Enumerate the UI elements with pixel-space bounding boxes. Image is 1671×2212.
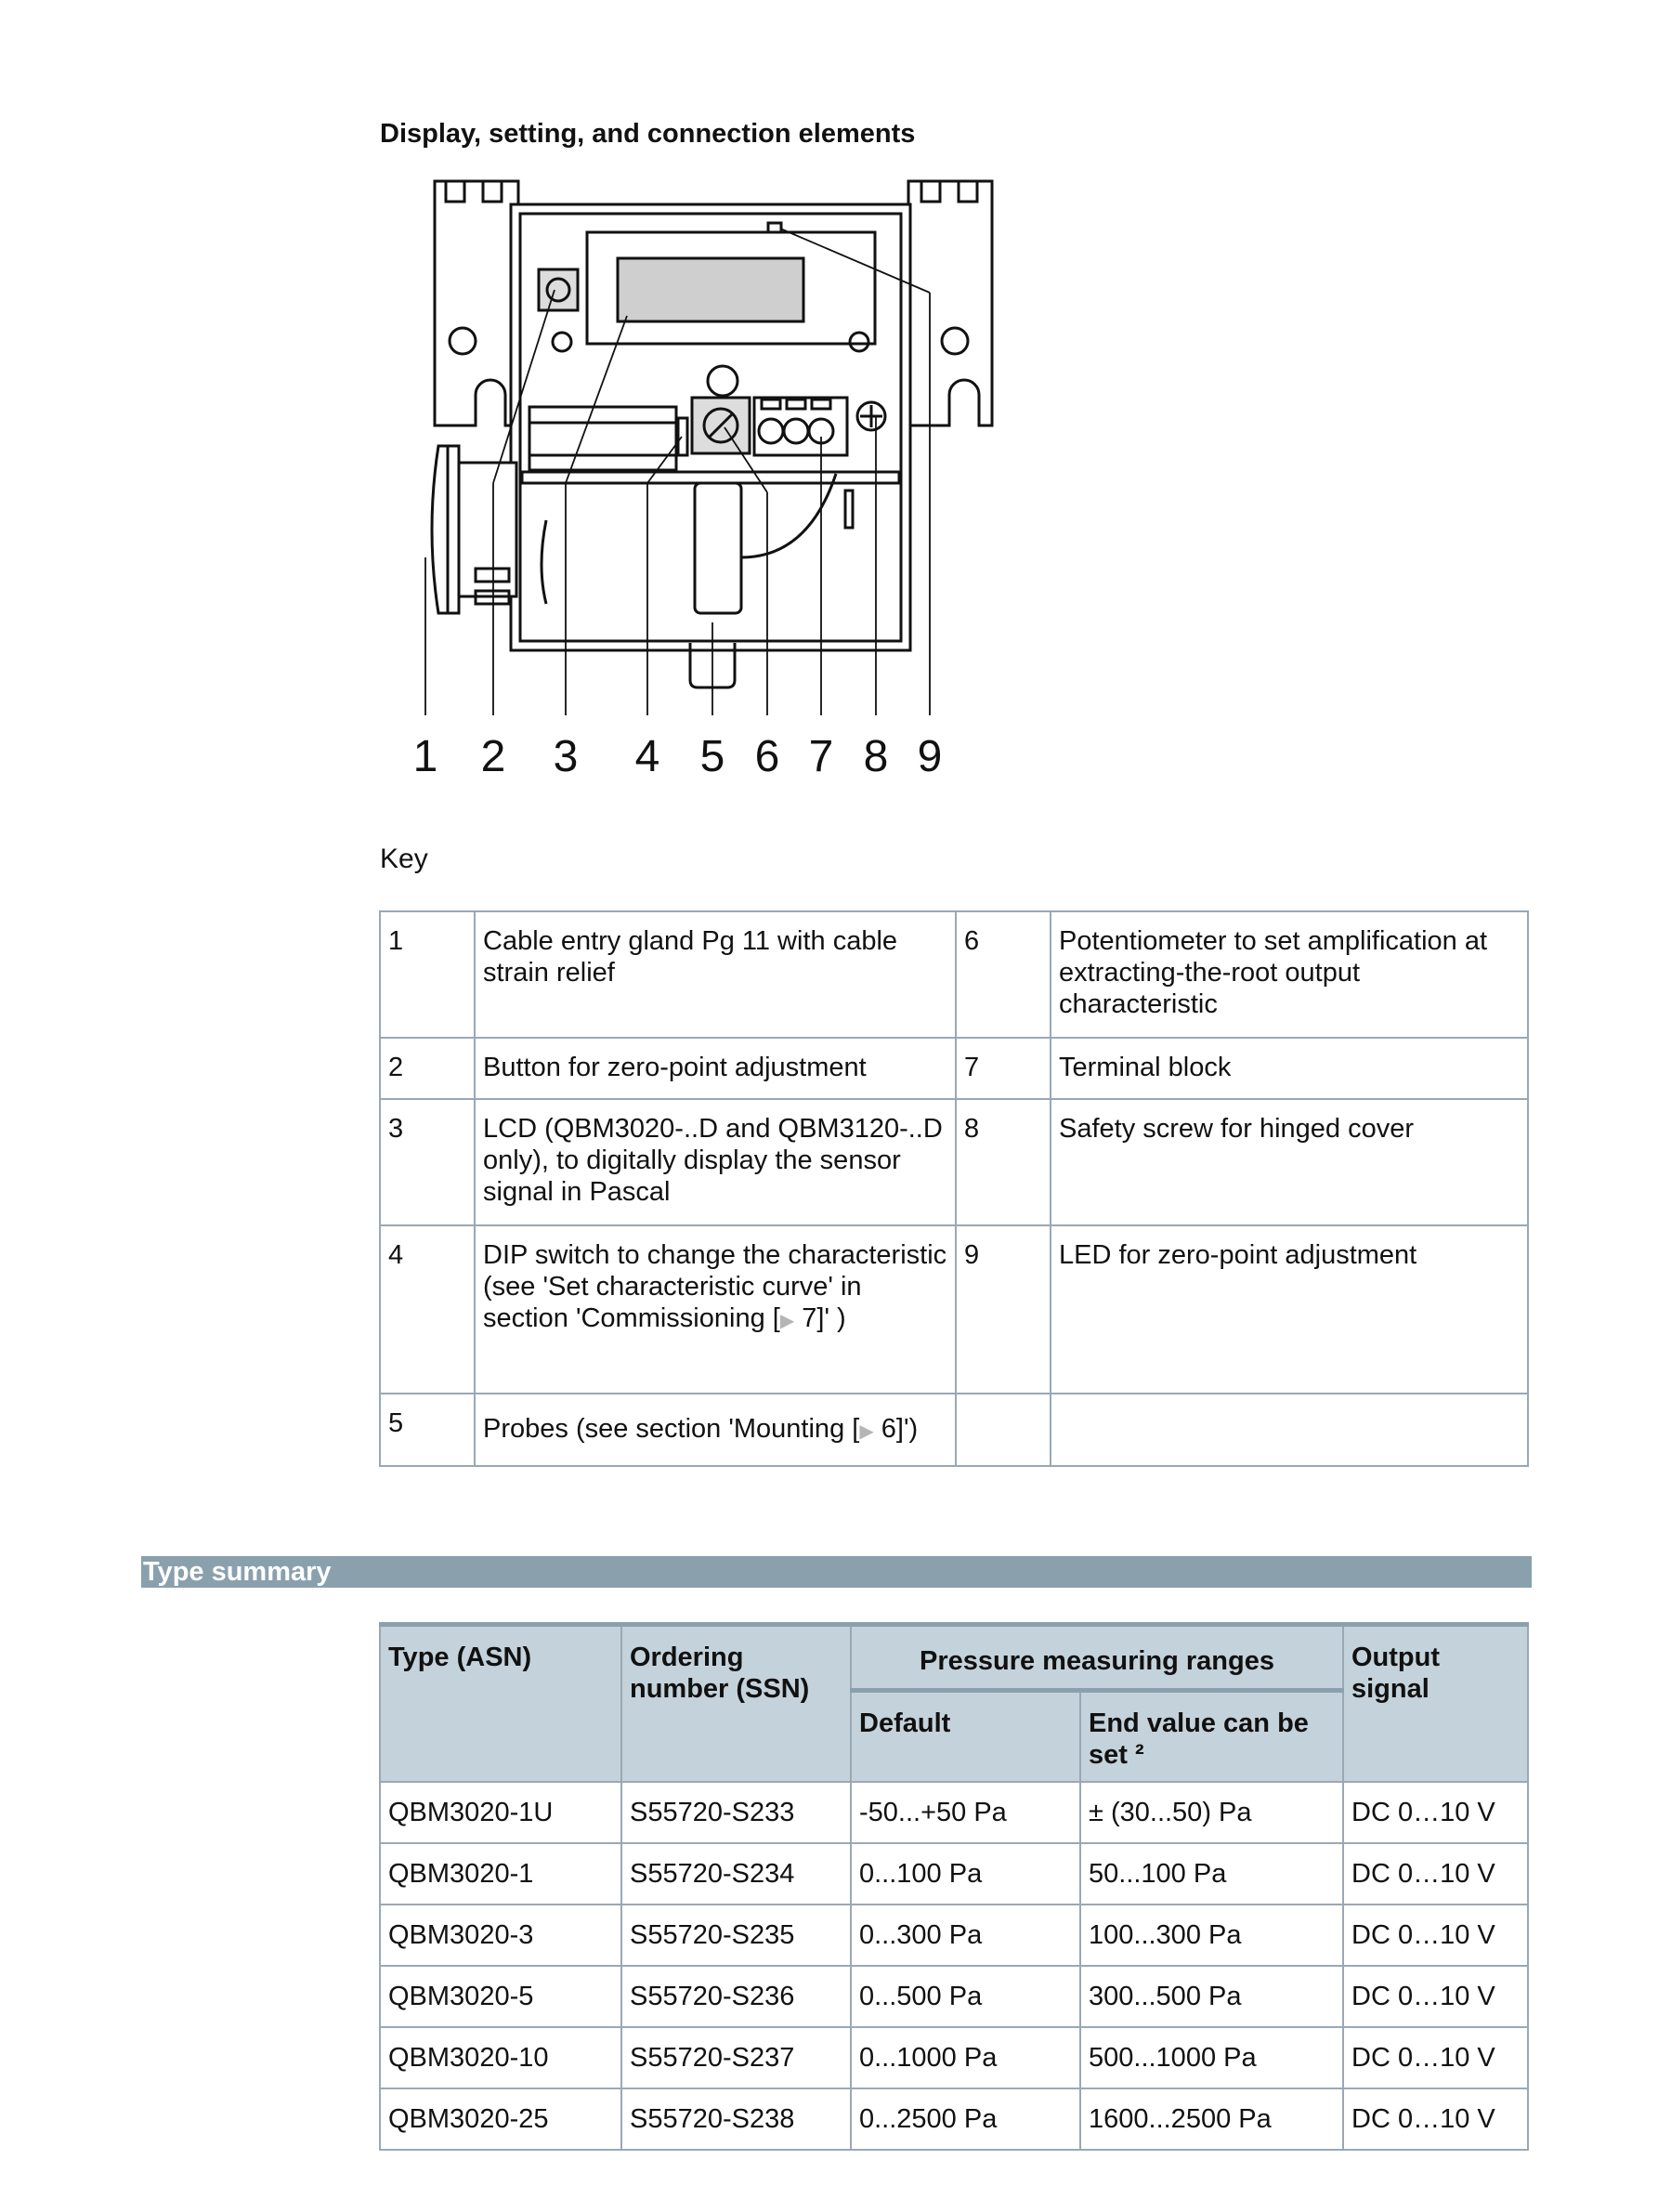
cell-default: 0...1000 Pa <box>851 2027 1080 2088</box>
cell-end-value: ± (30...50) Pa <box>1080 1782 1343 1843</box>
cell-type: QBM3020-1U <box>380 1782 621 1843</box>
callout-4: 4 <box>634 732 660 781</box>
key-description: Cable entry gland Pg 11 with cable strain relief <box>475 911 956 1038</box>
key-number: 5 <box>380 1394 475 1466</box>
key-label: Key <box>380 844 428 874</box>
cell-output: DC 0…10 V <box>1343 1966 1528 2027</box>
cell-end-value: 300...500 Pa <box>1080 1966 1343 2027</box>
cell-type: QBM3020-5 <box>380 1966 621 2027</box>
key-number <box>956 1394 1051 1466</box>
cell-ordering: S55720-S237 <box>621 2027 851 2088</box>
table-row <box>380 911 1528 1038</box>
cell-type: QBM3020-25 <box>380 2088 621 2150</box>
callout-8: 8 <box>863 732 889 781</box>
cell-output: DC 0…10 V <box>1343 1843 1528 1904</box>
cell-end-value: 100...300 Pa <box>1080 1904 1343 1966</box>
cell-default: 0...2500 Pa <box>851 2088 1080 2150</box>
cable-gland <box>432 446 459 613</box>
header-ordering-number: Ordering number (SSN) <box>621 1625 851 1782</box>
left-bracket-hole <box>450 328 476 354</box>
table-row <box>380 1394 1528 1466</box>
right-bracket-tab <box>959 181 977 202</box>
table-row <box>380 1843 1528 1904</box>
cell-default: 0...100 Pa <box>851 1843 1080 1904</box>
header-pressure-ranges: Pressure measuring ranges <box>851 1625 1343 1691</box>
key-number: 2 <box>380 1038 475 1099</box>
cell-ordering: S55720-S238 <box>621 2088 851 2150</box>
callout-5: 5 <box>699 732 725 781</box>
table-row <box>380 1782 1528 1843</box>
key-description: Probes (see section 'Mounting [▶ 6]') <box>475 1394 956 1466</box>
header-end-value: End value can be set ² <box>1080 1691 1343 1782</box>
key-number: 6 <box>956 911 1051 1038</box>
key-description <box>1051 1394 1528 1466</box>
table-row <box>380 1904 1528 1966</box>
callout-6: 6 <box>754 732 780 781</box>
cell-end-value: 50...100 Pa <box>1080 1843 1343 1904</box>
cell-ordering: S55720-S235 <box>621 1904 851 1966</box>
left-bracket-tab <box>446 181 464 202</box>
header-type: Type (ASN) <box>380 1625 621 1782</box>
key-number: 1 <box>380 911 475 1038</box>
type-summary-table <box>379 1622 1529 2151</box>
lcd-screen <box>618 258 803 321</box>
cell-default: 0...300 Pa <box>851 1904 1080 1966</box>
key-number: 7 <box>956 1038 1051 1099</box>
key-description: Terminal block <box>1051 1038 1528 1099</box>
key-number: 4 <box>380 1225 475 1394</box>
cell-ordering: S55720-S236 <box>621 1966 851 2027</box>
table-row <box>380 1966 1528 2027</box>
header-output-signal: Output signal <box>1343 1625 1528 1782</box>
left-bracket-tab <box>483 181 502 202</box>
device-diagram <box>372 167 1003 818</box>
cell-default: 0...500 Pa <box>851 1966 1080 2027</box>
header-default: Default <box>851 1691 1080 1782</box>
table-row <box>380 2027 1528 2088</box>
section-heading: Display, setting, and connection elements <box>380 119 916 149</box>
key-number: 9 <box>956 1225 1051 1394</box>
key-number: 3 <box>380 1099 475 1225</box>
section-title-bar: Type summary <box>141 1556 1532 1588</box>
cell-end-value: 1600...2500 Pa <box>1080 2088 1343 2150</box>
right-bracket-hole <box>942 328 968 354</box>
link-arrow-icon: ▶ <box>779 1311 795 1331</box>
callout-2: 2 <box>480 732 506 781</box>
key-description: LED for zero-point adjustment <box>1051 1225 1528 1394</box>
table-row <box>380 2088 1528 2150</box>
cell-type: QBM3020-10 <box>380 2027 621 2088</box>
callout-7: 7 <box>808 732 834 781</box>
cell-end-value: 500...1000 Pa <box>1080 2027 1343 2088</box>
key-description: Potentiometer to set amplification at extracting-the-root output characteristic <box>1051 911 1528 1038</box>
link-arrow-icon: ▶ <box>859 1421 874 1442</box>
callout-9: 9 <box>917 732 943 781</box>
cell-default: -50...+50 Pa <box>851 1782 1080 1843</box>
right-bracket-tab <box>921 181 940 202</box>
key-description: LCD (QBM3020-..D and QBM3120-..D only), to digitally display the sensor signal in Pascal <box>475 1099 956 1225</box>
key-description: DIP switch to change the characteristic (see 'Set characteristic curve' in section 'Commissioning [▶ 7]' ) <box>475 1225 956 1394</box>
cell-ordering: S55720-S234 <box>621 1843 851 1904</box>
callout-3: 3 <box>553 732 579 781</box>
cell-ordering: S55720-S233 <box>621 1782 851 1843</box>
cell-type: QBM3020-1 <box>380 1843 621 1904</box>
left-mounting-bracket <box>435 181 518 425</box>
table-row <box>380 1038 1528 1099</box>
callout-1: 1 <box>412 732 438 781</box>
zero-point-button <box>539 269 578 310</box>
cell-output: DC 0…10 V <box>1343 1904 1528 1966</box>
right-mounting-bracket <box>908 181 992 425</box>
cell-output: DC 0…10 V <box>1343 1782 1528 1843</box>
table-row <box>380 1225 1528 1394</box>
key-description: Button for zero-point adjustment <box>475 1038 956 1099</box>
cell-output: DC 0…10 V <box>1343 2088 1528 2150</box>
table-row <box>380 1099 1528 1225</box>
key-table <box>379 910 1529 1467</box>
key-description: Safety screw for hinged cover <box>1051 1099 1528 1225</box>
key-number: 8 <box>956 1099 1051 1225</box>
cell-type: QBM3020-3 <box>380 1904 621 1966</box>
cell-output: DC 0…10 V <box>1343 2027 1528 2088</box>
